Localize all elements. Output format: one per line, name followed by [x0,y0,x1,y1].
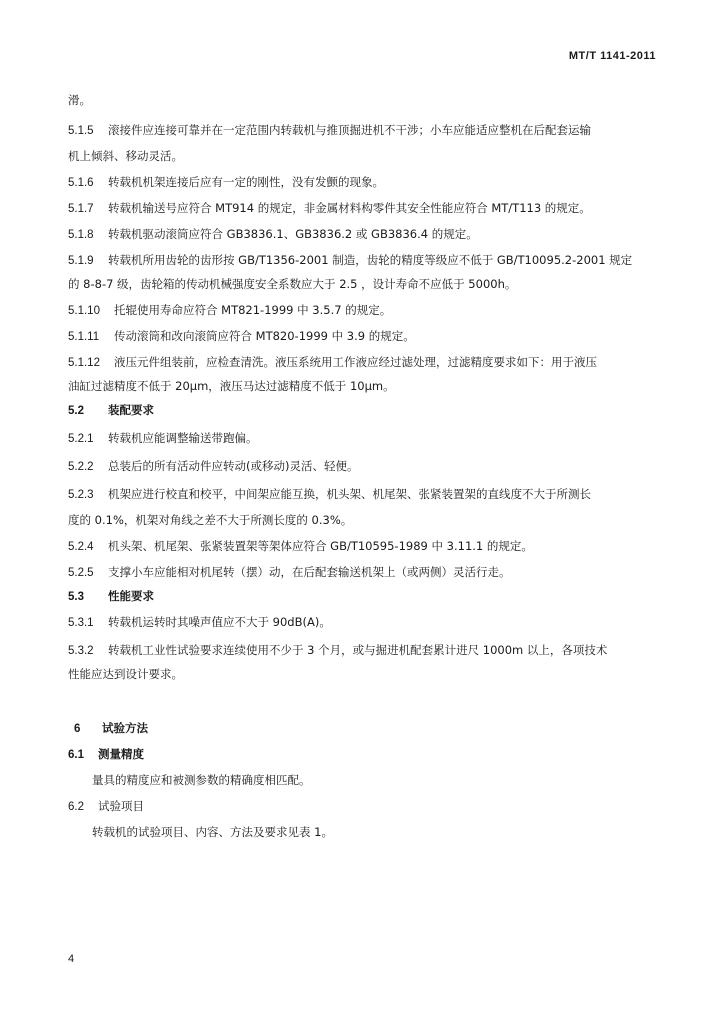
clause-number: 5.2.2 [68,461,94,473]
clause-number: 5.1.6 [68,177,94,189]
clause-number: 5.1.12 [68,357,100,369]
clause-text: 转载机工业性试验要求连续使用不少于 3 个月，或与掘进机配套累计进尺 1000m 以上，各项技术 [108,643,608,657]
clause-number: 5.3 [68,591,84,603]
clause-number: 5.1.5 [68,125,94,137]
clause-text: 机上倾斜、移动灵活。 [68,149,183,163]
clause-text: 转载机输送号应符合 MT914 的规定，非金属材料构零件其安全性能应符合 MT/T113 的规定。 [108,201,591,215]
clause-number: 5.2.1 [68,433,94,445]
clause-5-1-10 [68,300,658,320]
clause-number: 5.1.9 [68,255,94,267]
clause-text: 量具的精度应和被测参数的精确度相匹配。 [92,773,311,787]
clause-text: 机架应进行校直和校平，中间架应能互换，机头架、机尾架、张紧装置架的直线度不大于所测长 [108,487,591,501]
clause-number: 6.2 [68,801,84,813]
clause-number: 5.1.11 [68,331,100,343]
clause-number: 6 [74,723,81,735]
clause-5-3-2 [68,640,658,660]
clause-text: 滚接件应连接可靠并在一定范围内转载机与推顶掘进机不干涉；小车应能适应整机在后配套运输 [108,123,591,137]
text-line [68,90,658,110]
body-text [68,90,658,842]
clause-number: 5.3.2 [68,645,94,657]
clause-text: 机头架、机尾架、张紧装置架等架体应符合 GB/T10595-1989 中 3.11.1 的规定。 [108,539,533,553]
section-title: 测量精度 [98,747,144,761]
blank-line [68,688,658,708]
clause-number: 6.1 [68,749,84,761]
chapter-6-heading [68,718,658,738]
clause-5-2-2 [68,456,658,476]
text-line [68,822,658,842]
clause-5-1-8 [68,224,658,244]
clause-5-1-5 [68,120,658,140]
clause-5-1-11 [68,326,658,346]
clause-text: 转载机所用齿轮的齿形按 GB/T1356-2001 制造，齿轮的精度等级应不低于 GB/T10095.2-2001 规定 [108,253,633,267]
clause-number: 5.2.3 [68,489,94,501]
section-5-3-heading [68,586,658,606]
section-6-1-heading [68,744,658,764]
clause-number: 5.3.1 [68,617,94,629]
section-5-2-heading [68,400,658,420]
section-title: 试验方法 [102,721,148,735]
clause-text: 性能应达到设计要求。 [68,667,183,681]
text-line [68,146,658,166]
clause-text: 传动滚筒和改向滚筒应符合 MT820-1999 中 3.9 的规定。 [114,329,415,343]
clause-5-2-1 [68,428,658,448]
clause-number: 5.2.5 [68,567,94,579]
section-title: 性能要求 [108,589,154,603]
clause-text: 油缸过滤精度不低于 20μm，液压马达过滤精度不低于 10μm。 [68,379,395,393]
clause-text: 支撑小车应能相对机尾转（摆）动，在后配套输送机架上（或两侧）灵活行走。 [108,565,511,579]
clause-5-2-4 [68,536,658,556]
clause-5-3-1 [68,612,658,632]
section-title: 装配要求 [108,403,154,417]
clause-text: 液压元件组装前，应检查清洗。液压系统用工作液应经过滤处理，过滤精度要求如下：用于液压 [114,355,597,369]
clause-number: 5.1.10 [68,305,100,317]
section-title: 试验项目 [98,799,144,813]
clause-text: 托辊使用寿命应符合 MT821-1999 中 3.5.7 的规定。 [114,303,392,317]
section-6-2-heading [68,796,658,816]
clause-text: 转载机驱动滚筒应符合 GB3836.1、GB3836.2 或 GB3836.4 的规定。 [108,227,478,241]
clause-5-2-3 [68,484,658,504]
clause-text: 转载机应能调整输送带跑偏。 [108,431,258,445]
clause-text: 转载机的试验项目、内容、方法及要求见表 1。 [92,825,333,839]
clause-text: 的 8-8-7 级，齿轮箱的传动机械强度安全系数应大于 2.5 ，设计寿命不应低于 5000h。 [68,277,517,291]
clause-number: 5.1.8 [68,229,94,241]
text-line [68,510,658,530]
clause-text: 度的 0.1%，机架对角线之差不大于所测长度的 0.3%。 [68,513,353,527]
standard-code: MT/T 1141-2011 [568,50,656,62]
clause-5-1-12 [68,352,658,372]
clause-number: 5.1.7 [68,203,94,215]
clause-number: 5.2.4 [68,541,94,553]
clause-5-1-6 [68,172,658,192]
clause-text: 总装后的所有活动件应转动(或移动)灵活、轻便。 [108,459,359,473]
text-line [68,664,658,684]
clause-5-1-9 [68,250,658,270]
clause-text: 转载机机架连接后应有一定的刚性，没有发颤的现象。 [108,175,384,189]
clause-5-2-5 [68,562,658,582]
clause-text: 滑。 [68,93,91,107]
text-line [68,274,658,294]
clause-5-1-7 [68,198,658,218]
page-number: 4 [68,953,75,965]
clause-text: 转载机运转时其噪声值应不大于 90dB(A)。 [108,615,331,629]
clause-number: 5.2 [68,405,84,417]
text-line [68,770,658,790]
text-line [68,376,658,396]
